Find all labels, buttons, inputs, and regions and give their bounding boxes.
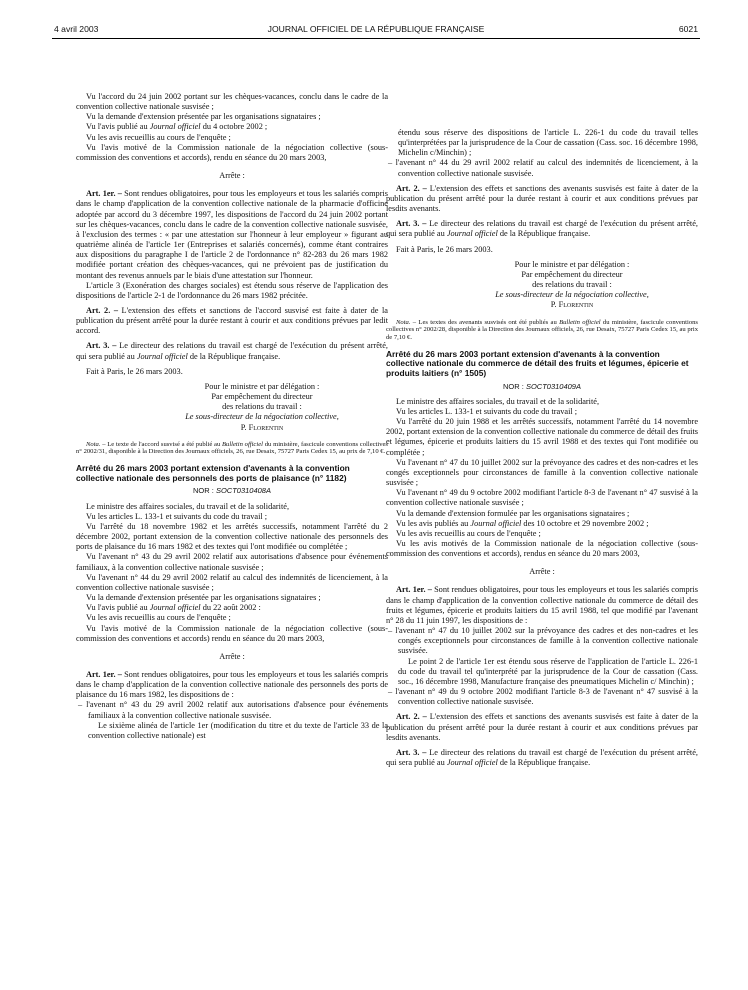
page-number: 6021 <box>678 24 698 34</box>
article-3: Art. 3. – Le directeur des relations du travail est chargé de l'exécution du présent arrêté, qui sera publié au Journal officiel de la République française. <box>386 747 698 767</box>
signature-line: Le sous-directeur de la négociation collective, <box>185 412 339 422</box>
paragraph: Vu les avis recueillis au cours de l'enquête ; <box>86 613 231 623</box>
header-date: 4 avril 2003 <box>54 24 99 34</box>
paragraph: Vu l'avis motivé de la Commission nationale de la négociation collective (sous-commission des conventions et accords), rendu en séance du 20 mars 2003, <box>76 142 388 162</box>
list-item: – l'avenant n° 49 du 9 octobre 2002 modifiant l'article 8-3 de l'avenant n° 47 susvisé à la convention collective nationale susvisée. <box>388 687 698 707</box>
paragraph: Vu la demande d'extension formulée par les organisations signataires ; <box>396 508 630 518</box>
paragraph: Vu les avis publiés au Journal officiel des 10 octobre et 29 novembre 2002 ; <box>396 518 649 528</box>
decree-title: Arrêté du 26 mars 2003 portant extension d'avenants à la convention collective nationale des personnels des ports de plaisance (n° 1182) <box>76 463 350 483</box>
paragraph: Vu la demande d'extension présentée par les organisations signataires ; <box>86 593 321 603</box>
signature-line: Le sous-directeur de la négociation collective, <box>495 290 649 300</box>
paragraph: Vu l'avis publié au Journal officiel du 22 août 2002 : <box>86 603 261 613</box>
signature-line: des relations du travail : <box>532 280 612 290</box>
fait-line: Fait à Paris, le 26 mars 2003. <box>396 244 493 254</box>
nota: Nota. – Les textes des avenants susvisés ont été publiés au Bulletin officiel du ministère, fascicule conventions collectives n° 2002/28, disponible à la Direction des Journaux officiels, 26, rue Desaix, 75727 Paris Cedex 15, au prix de 7,10 €. <box>386 318 698 342</box>
signatory-name: P. Florentin <box>240 422 284 432</box>
nor-reference: NOR : SOCT0310409A <box>503 381 581 391</box>
paragraph: Vu la demande d'extension présentée par les organisations signataires ; <box>86 112 321 122</box>
header-rule <box>52 38 700 39</box>
paragraph: Vu l'avis publié au Journal officiel du 4 octobre 2002 ; <box>86 122 268 132</box>
article-1: Art. 1er. – Sont rendues obligatoires, pour tous les employeurs et tous les salariés compris dans le champ d'application de la convention collective nationale de la pharmacie d'officine adoptée par accord du 3 décembre 1997, les dispositions de l'accord du 24 juin 2002 portant sur les chèques-vacances, conclu dans le cadre de la convention collective nationale susvisée, à l'exclusion des termes : « par une attestation sur l'honneur à leur employeur » figurant au quatrième alinéa de l'article 1er (Entreprises et salariés concernés), comme étant contraires aux dispositions du paragraphe I de l'article 2 de l'ordonnance n° 82-283 du 26 mars 1982 modifiée portant création des chèques-vacances, qui ne prévoient pas de justification du montant des revenus annuels par le biais d'une attestation sur l'honneur. <box>76 189 389 280</box>
arrete-heading: Arrête : <box>219 171 245 181</box>
paragraph: Vu l'arrêté du 18 novembre 1982 et les arrêtés successifs, notamment l'arrêté du 2 décembre 2002, portant extension de la convention collective nationale des personnels des ports de plaisance du 16 mars 1982 et des textes qui l'ont modifiée ou complétée ; <box>76 521 388 552</box>
paragraph: Vu les avis motivés de la Commission nationale de la négociation collective (sous-commission des conventions et accords), rendus en séance du 20 mars 2003, <box>386 539 698 559</box>
journal-title: JOURNAL OFFICIEL DE LA RÉPUBLIQUE FRANÇAISE <box>267 24 485 34</box>
arrete-heading: Arrête : <box>219 651 245 661</box>
nota: Nota. – Le texte de l'accord susvisé a été publié au Bulletin officiel du ministère, fascicule conventions collectives n° 2002/31, disponible à la Direction des Journaux officiels, 26, rue Desaix, 75727 Paris Cedex 15, au prix de 7,10 €. <box>76 440 389 456</box>
list-item: – l'avenant n° 43 du 29 avril 2002 relatif aux autorisations d'absence pour événements familiaux à la convention collective nationale susvisée. <box>78 700 388 720</box>
signature-line: Pour le ministre et par délégation : <box>204 381 320 391</box>
article-1: Art. 1er. – Sont rendues obligatoires, pour tous les employeurs et tous les salariés compris dans le champ d'application de la convention collective nationale des personnels des ports de plaisance du 16 mars 1982, les dispositions de : <box>76 669 389 700</box>
signatory-name: P. Florentin <box>550 300 594 310</box>
article-3: Art. 3. – Le directeur des relations du travail est chargé de l'exécution du présent arrêté, qui sera publié au Journal officiel de la République française. <box>76 341 388 361</box>
paragraph: L'article 3 (Exonération des charges sociales) est étendu sous réserve de l'application des dispositions de l'article 2-1 de l'ordonnance du 26 mars 1982 précitée. <box>76 280 388 300</box>
signature-line: Par empêchement du directeur <box>211 392 313 402</box>
paragraph: Le point 2 de l'article 1er est étendu sous réserve de l'application de l'article L. 226-1 du code du travail tel qu'interprété par la jurisprudence de la Cour de cassation (Cass. soc., 16 décembre 1998, Manufacture française des pneumatiques Michelin c/ Minchin) ; <box>398 656 698 686</box>
article-2: Art. 2. – L'extension des effets et sanctions de l'accord susvisé est faite à dater de la publication du présent arrêté pour la durée restant à courir et aux conditions prévues par ledit accord. <box>76 305 388 336</box>
article-2: Art. 2. – L'extension des effets et sanctions des avenants susvisés est faite à dater de la publication du présent arrêté pour la durée restant à courir et aux conditions prévues par lesdits avenants. <box>386 712 698 742</box>
paragraph: Vu les avis recueillis au cours de l'enquête ; <box>86 132 231 142</box>
paragraph: Le ministre des affaires sociales, du travail et de la solidarité, <box>396 396 600 406</box>
paragraph: Vu les articles L. 133-1 et suivants du code du travail ; <box>396 406 578 416</box>
signature-line: Pour le ministre et par délégation : <box>514 259 630 269</box>
left-column <box>76 92 388 741</box>
arrete-heading: Arrête : <box>529 567 555 577</box>
signature-line: Par empêchement du directeur <box>521 269 623 279</box>
nor-reference: NOR : SOCT0310408A <box>193 486 271 496</box>
signature-line: des relations du travail : <box>222 402 302 412</box>
paragraph: Le sixième alinéa de l'article 1er (modification du titre et du texte de l'article 33 de la convention collective nationale) est <box>88 720 388 740</box>
page-header <box>54 24 698 36</box>
paragraph: Vu l'avenant n° 49 du 9 octobre 2002 modifiant l'article 8-3 de l'avenant n° 47 susvisé à la convention collective nationale susvisée ; <box>386 488 698 508</box>
article-2: Art. 2. – L'extension des effets et sanctions des avenants susvisés est faite à dater de la publication du présent arrêté pour la durée restant à courir et aux conditions prévues par lesdits avenants. <box>386 183 698 214</box>
list-item: – l'avenant n° 44 du 29 avril 2002 relatif au calcul des indemnités de licenciement, à la convention collective nationale susvisée. <box>388 158 698 178</box>
paragraph: Le ministre des affaires sociales, du travail et de la solidarité, <box>86 501 290 511</box>
paragraph: Vu l'avis motivé de la Commission nationale de la négociation collective (sous-commission des conventions et accords) rendu en séance du 20 mars 2003, <box>76 623 388 643</box>
decree-title: Arrêté du 26 mars 2003 portant extension d'avenants à la convention collective nationale du commerce de détail des fruits et légumes, épicerie et produits laitiers (n° 1505) <box>386 348 689 379</box>
paragraph: étendu sous réserve des dispositions de l'article L. 226-1 du code du travail telles qu'interprétées par la jurisprudence de la Cour de cassation (Cass. soc. 16 décembre 1998, Michelin c/Minchin) ; <box>398 128 698 158</box>
paragraph: Vu l'avenant n° 43 du 29 avril 2002 relatif aux autorisations d'absence pour événements familiaux, à la convention collective nationale susvisée ; <box>76 552 388 572</box>
article-1: Art. 1er. – Sont rendues obligatoires, pour tous les employeurs et tous les salariés compris dans le champ d'application de la convention collective nationale du commerce de détail des fruits et légumes, épicerie et produits laitiers du 15 avril 1988, tel que modifié par l'avenant n° 28 du 11 juin 1997, les dispositions de : <box>386 585 699 625</box>
article-3: Art. 3. – Le directeur des relations du travail est chargé de l'exécution du présent arrêté, qui sera publié au Journal officiel de la République française. <box>386 219 698 239</box>
paragraph: Vu l'avenant n° 44 du 29 avril 2002 relatif au calcul des indemnités de licenciement, à la convention collective nationale susvisée ; <box>76 572 388 592</box>
list-item: – l'avenant n° 47 du 10 juillet 2002 sur la prévoyance des cadres et des non-cadres et les congés exceptionnels pour circonstances de famille à la convention collective nationale susvisée. <box>388 626 698 656</box>
paragraph: Vu les avis recueillis au cours de l'enquête ; <box>396 528 541 538</box>
paragraph: Vu l'accord du 24 juin 2002 portant sur les chèques-vacances, conclu dans le cadre de la convention collective nationale susvisée ; <box>76 92 388 112</box>
paragraph: Vu l'avenant n° 47 du 10 juillet 2002 sur la prévoyance des cadres et des non-cadres et les congés exceptionnels pour circonstances de famille à la convention collective nationale susvisée ; <box>386 457 698 488</box>
right-column <box>386 128 698 768</box>
paragraph: Vu les articles L. 133-1 et suivants du code du travail ; <box>86 511 268 521</box>
paragraph: Vu l'arrêté du 20 juin 1988 et les arrêtés successifs, notamment l'arrêté du 14 novembre 2002, portant extension de la convention collective nationale du commerce de détail des fruits et légumes, épicerie et produits laitiers du 15 avril 1988 et des textes qui l'ont modifiée ou complétée ; <box>386 417 698 457</box>
fait-line: Fait à Paris, le 26 mars 2003. <box>86 366 183 376</box>
